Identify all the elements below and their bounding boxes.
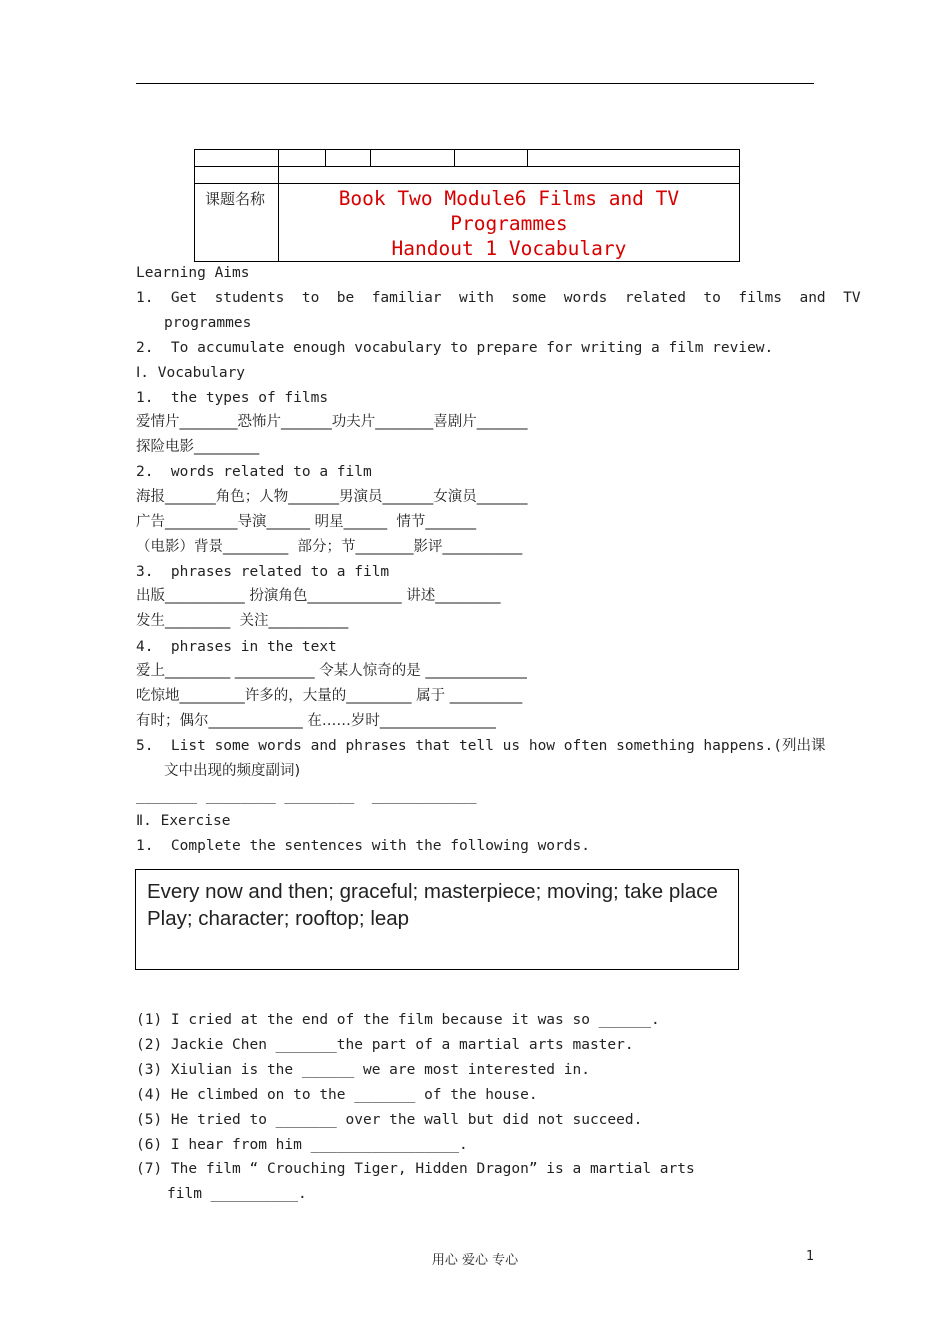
frequency-adverb-blanks: _______ ________ ________ ____________: [136, 788, 477, 804]
film-types-blanks-2: 探险电影_________: [136, 439, 260, 455]
lesson-title: Book Two Module6 Films and TV Programmes Handout 1 Vocabulary: [278, 184, 739, 262]
sentence-3: (3) Xiulian is the ______ we are most interested in.: [136, 1062, 590, 1078]
film-types-blanks: 爱情片________恐怖片_______功夫片________喜剧片_______: [136, 414, 528, 430]
vocab-item-3-heading: 3. phrases related to a film: [136, 564, 390, 580]
page-number: 1: [806, 1249, 815, 1264]
text-phrases-blanks-1: 爱上_________ ___________ 令某人惊奇的是 ______________: [136, 663, 527, 679]
exercise-1-instruction: 1. Complete the sentences with the following words.: [136, 838, 590, 854]
section-vocabulary-heading: Ⅰ. Vocabulary: [136, 365, 246, 381]
vocab-item-5: 5. List some words and phrases that tell us how often something happens.(列出课: [136, 738, 826, 754]
learning-aims-heading: Learning Aims: [136, 265, 250, 281]
lesson-header-table: [194, 149, 740, 262]
sentence-1: (1) I cried at the end of the film because it was so ______.: [136, 1012, 660, 1028]
sentence-2: (2) Jackie Chen _______the part of a martial arts master.: [136, 1037, 634, 1053]
film-phrases-blanks-1: 出版___________ 扮演角色_____________ 讲述_________: [136, 588, 501, 604]
sentence-7: (7) The film “ Crouching Tiger, Hidden Dragon” is a martial arts: [136, 1161, 695, 1177]
aim-2: 2. To accumulate enough vocabulary to prepare for writing a film review.: [136, 340, 774, 356]
header-rule: [136, 83, 814, 84]
sentence-5: (5) He tried to _______ over the wall but did not succeed.: [136, 1112, 643, 1128]
vocab-item-5-cont: 文中出现的频度副词): [164, 763, 301, 779]
film-words-blanks-1: 海报_______角色；人物_______男演员_______女演员_______: [136, 489, 528, 505]
sentence-4: (4) He climbed on to the _______ of the house.: [136, 1087, 538, 1103]
film-phrases-blanks-2: 发生_________ 关注___________: [136, 613, 349, 629]
word-bank-line-2: Play; character; rooftop; leap: [147, 907, 410, 930]
sentence-7-cont: film __________.: [167, 1186, 307, 1202]
text-phrases-blanks-2: 吃惊地_________许多的，大量的_________ 属于 __________: [136, 688, 523, 704]
vocab-item-2-heading: 2. words related to a film: [136, 464, 372, 480]
word-bank-line-1: Every now and then; graceful; masterpiece; moving; take place: [147, 880, 718, 903]
film-words-blanks-3: （电影）背景_________ 部分；节________影评___________: [136, 539, 523, 555]
film-words-blanks-2: 广告__________导演______ 明星______ 情节_______: [136, 514, 477, 530]
vocab-item-1-heading: 1. the types of films: [136, 390, 329, 406]
section-exercise-heading: Ⅱ. Exercise: [136, 813, 231, 829]
vocab-item-4-heading: 4. phrases in the text: [136, 639, 337, 655]
sentence-6: (6) I hear from him _________________.: [136, 1137, 468, 1153]
topic-label: 课题名称: [195, 184, 279, 262]
word-bank-box: [135, 869, 739, 970]
aim-1: 1. Get students to be familiar with some words related to films and TV: [136, 290, 861, 306]
text-phrases-blanks-3: 有时；偶尔_____________ 在……岁时________________: [136, 713, 496, 729]
aim-1-cont: programmes: [164, 315, 252, 331]
page-footer: 用心 爱心 专心: [431, 1253, 519, 1268]
